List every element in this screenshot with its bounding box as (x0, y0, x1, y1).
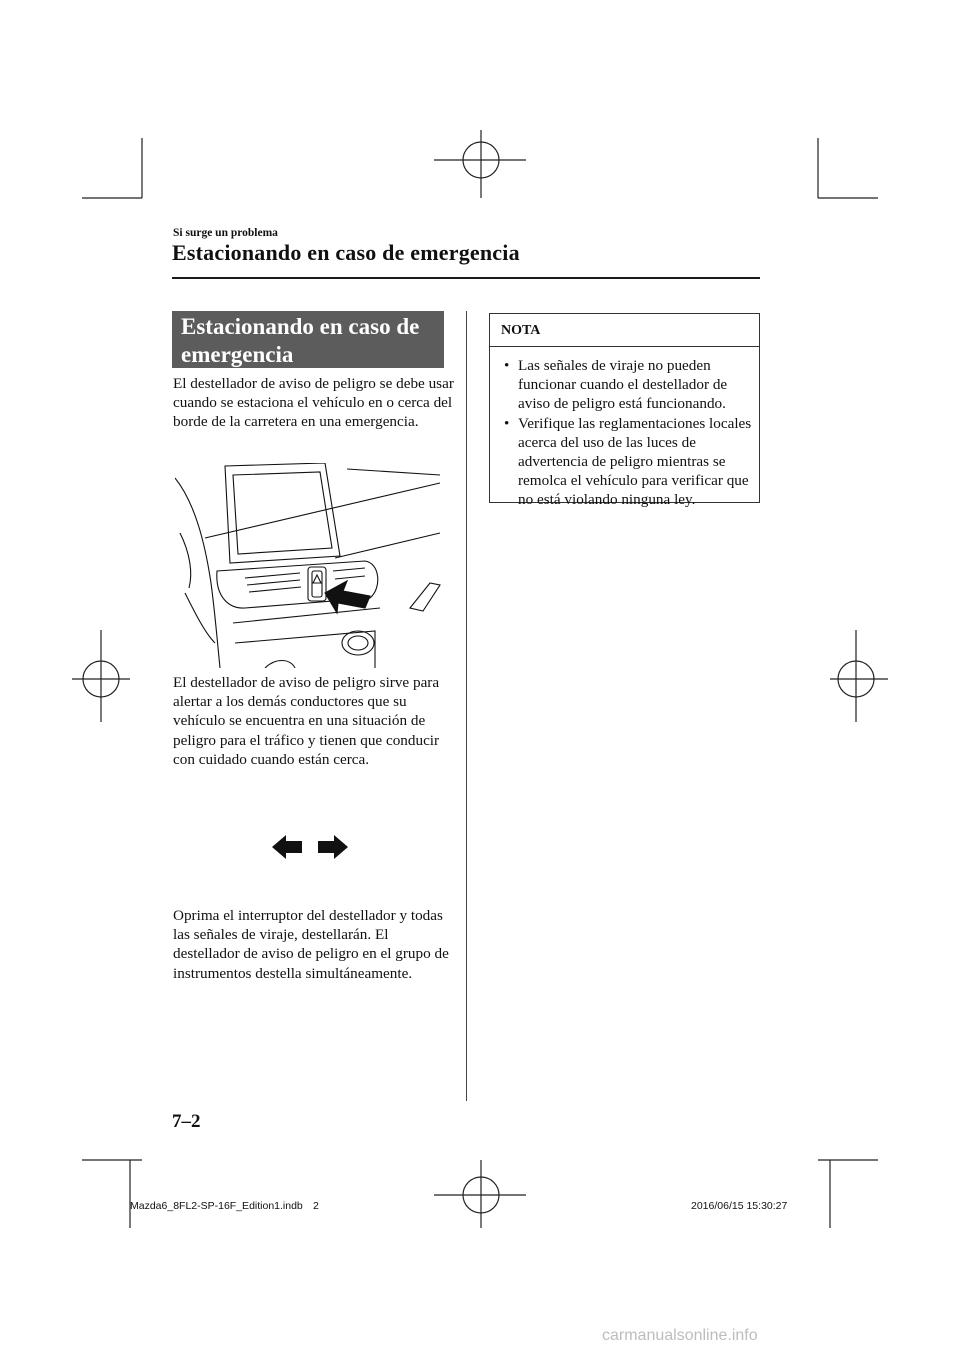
header-rule (172, 277, 760, 279)
note-list (504, 356, 754, 510)
footer-timestamp: 2016/06/15 15:30:27 (691, 1200, 788, 1212)
note-item-text: Verifique las reglamentaciones locales acerca del uso de las luces de advertencia de peligro mientras se remolca el vehículo para verificar que no está violando ninguna ley. (518, 414, 752, 509)
note-item (504, 414, 754, 510)
note-item (504, 356, 754, 414)
hazard-switch-dashboard-illustration (175, 463, 445, 668)
chapter-title: Estacionando en caso de emergencia (172, 240, 520, 265)
note-item-text: Las señales de viraje no pueden funcionar cuando el destellador de aviso de peligro está funcionando. (518, 357, 728, 413)
section-title-line1: Estacionando en caso de (181, 314, 420, 339)
note-heading: NOTA (490, 314, 759, 347)
bullet-icon: • (504, 414, 510, 432)
page-number: 7–2 (172, 1111, 201, 1132)
paragraph-purpose: El destellador de aviso de peligro sirve para alertar a los demás conductores que su vehículo se encuentra en una situación de peligro para el tráfico y tienen que conducir con cuidado cuando están cerca. (173, 674, 440, 768)
paragraph-operation: Oprima el interruptor del destellador y todas las señales de viraje, destellarán. El destellador de aviso de peligro en el grupo de instrumentos destella simultáneamente. (173, 907, 449, 982)
watermark: carmanualsonline.info (602, 1327, 758, 1344)
note-box (489, 313, 760, 509)
turn-signal-arrows-icon (270, 833, 350, 861)
bullet-icon: • (504, 357, 510, 374)
section-title-box (172, 311, 444, 368)
paragraph-intro: El destellador de aviso de peligro se debe usar cuando se estaciona el vehículo en o cerca del borde de la carretera en una emergencia. (173, 375, 454, 431)
chapter-small-title: Si surge un problema (173, 227, 278, 239)
section-title-line2: emergencia (181, 342, 294, 367)
footer-file-name: Mazda6_8FL2-SP-16F_Edition1.indb (130, 1200, 303, 1212)
footer-file-page: 2 (313, 1200, 319, 1212)
column-divider (466, 311, 467, 1101)
